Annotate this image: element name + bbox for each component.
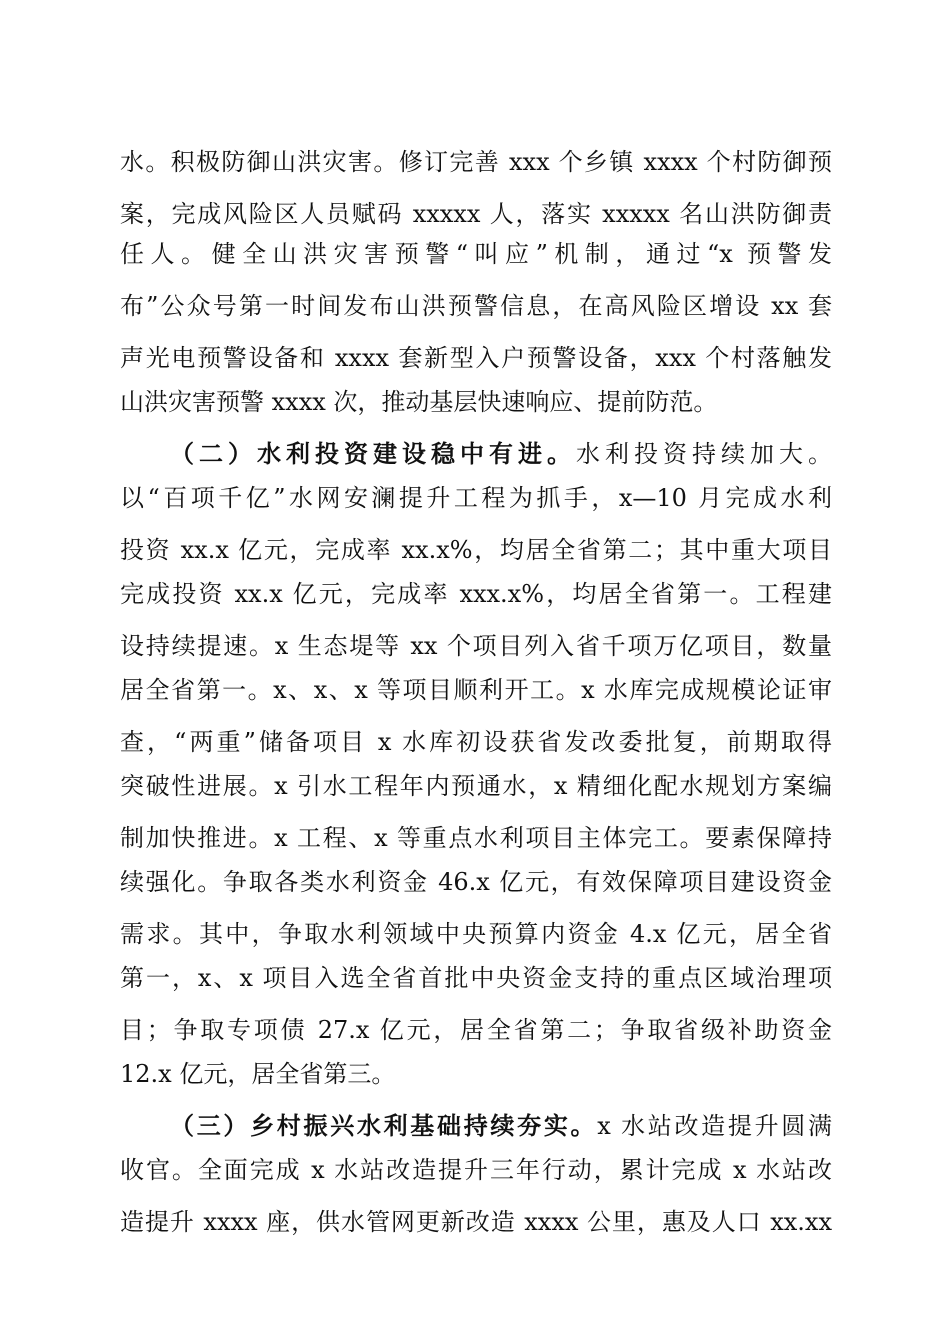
text-line: 投资 xx.x 亿元，完成率 xx.x%，均居全省第二；其中重大项目 [120, 536, 832, 564]
text-line: 收官。全面完成 x 水站改造提升三年行动，累计完成 x 水站改 [120, 1156, 832, 1184]
text-line: 居全省第一。x、x、x 等项目顺利开工。x 水库完成规模论证审 [120, 676, 832, 704]
section-heading: （二）水利投资建设稳中有进。 [170, 439, 576, 468]
text-line: 案，完成风险区人员赋码 xxxxx 人，落实 xxxxx 名山洪防御责 [120, 200, 832, 228]
text-span: x 水站改造提升圆满 [597, 1112, 832, 1140]
text-line: 布”公众号第一时间发布山洪预警信息，在高风险区增设 xx 套 [120, 292, 832, 320]
text-line: 声光电预警设备和 xxxx 套新型入户预警设备，xxx 个村落触发 [120, 344, 832, 372]
text-line: 山洪灾害预警 xxxx 次，推动基层快速响应、提前防范。 [120, 388, 718, 416]
text-line: 以“百项千亿”水网安澜提升工程为抓手，x—10 月完成水利 [120, 484, 832, 512]
text-line: 水。积极防御山洪灾害。修订完善 xxx 个乡镇 xxxx 个村防御预 [120, 148, 832, 176]
text-line: 第一，x、x 项目入选全省首批中央资金支持的重点区域治理项 [120, 964, 832, 992]
text-line: 突破性进展。x 引水工程年内预通水，x 精细化配水规划方案编 [120, 772, 832, 800]
text-line: 设持续提速。x 生态堤等 xx 个项目列入省千项万亿项目，数量 [120, 632, 832, 660]
paragraph-first-line [170, 1108, 832, 1144]
text-line: 需求。其中，争取水利领域中央预算内资金 4.x 亿元，居全省 [120, 920, 832, 948]
text-line: 12.x 亿元，居全省第三。 [120, 1060, 396, 1088]
text-line: 任人。健全山洪灾害预警“叫应”机制，通过“x 预警发 [120, 240, 832, 268]
text-line: 造提升 xxxx 座，供水管网更新改造 xxxx 公里，惠及人口 xx.xx [120, 1208, 832, 1236]
text-line: 续强化。争取各类水利资金 46.x 亿元，有效保障项目建设资金 [120, 868, 832, 896]
text-line: 目；争取专项债 27.x 亿元，居全省第二；争取省级补助资金 [120, 1016, 832, 1044]
text-line: 查，“两重”储备项目 x 水库初设获省发改委批复，前期取得 [120, 728, 832, 756]
text-line: 完成投资 xx.x 亿元，完成率 xxx.x%，均居全省第一。工程建 [120, 580, 832, 608]
paragraph-first-line [170, 436, 832, 472]
text-line: 制加快推进。x 工程、x 等重点水利项目主体完工。要素保障持 [120, 824, 832, 852]
text-span: 水利投资持续加大。 [576, 440, 832, 468]
section-heading: （三）乡村振兴水利基础持续夯实。 [170, 1111, 598, 1140]
